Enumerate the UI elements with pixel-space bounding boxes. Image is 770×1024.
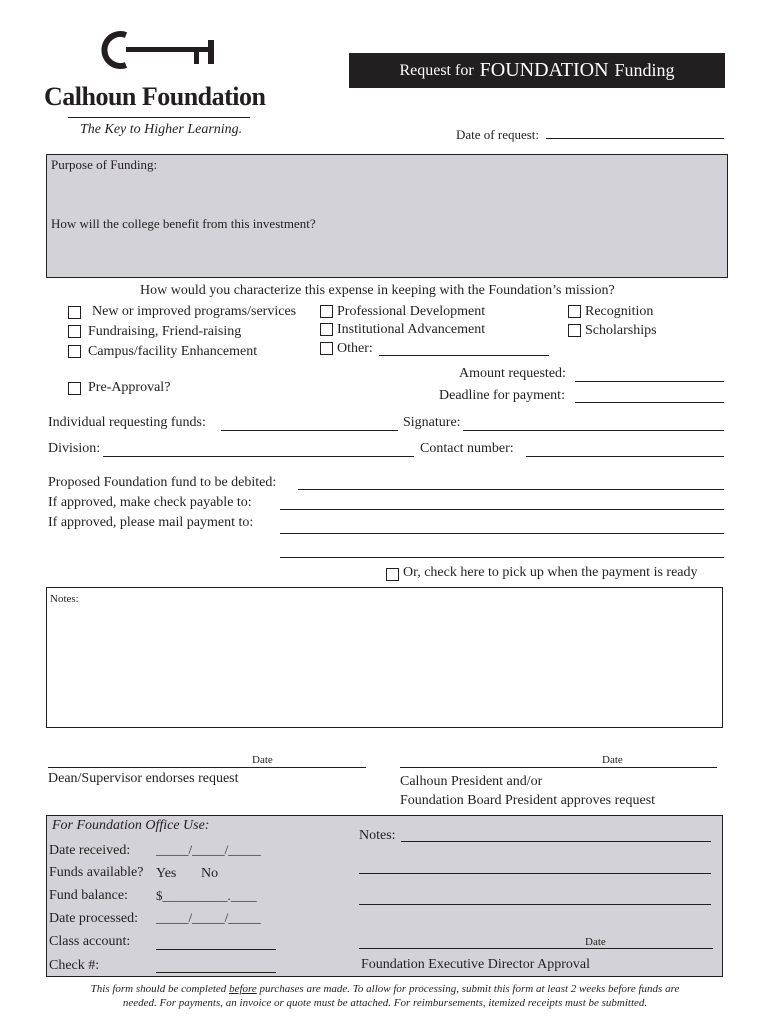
exec-approval-label: Foundation Executive Director Approval	[361, 957, 590, 972]
banner-suffix: Funding	[614, 60, 675, 80]
president-signature-line[interactable]	[400, 767, 717, 768]
tagline: The Key to Higher Learning.	[80, 122, 243, 137]
option-scholarships: Scholarships	[585, 323, 657, 338]
office-notes-field-2[interactable]	[359, 873, 711, 874]
class-account-label: Class account:	[49, 934, 131, 949]
mail-payment-field-2[interactable]	[280, 557, 724, 558]
date-received-label: Date received:	[49, 843, 131, 858]
deadline-label: Deadline for payment:	[439, 388, 565, 403]
dean-signature-line[interactable]	[48, 767, 366, 768]
key-icon	[96, 30, 226, 70]
footer-line1-b: purchases are made. To allow for processing, submit this form at least 2 weeks before funds are	[256, 983, 680, 995]
individual-label: Individual requesting funds:	[48, 415, 206, 430]
date-of-request-label: Date of request:	[456, 127, 540, 142]
funds-no[interactable]: No	[201, 866, 219, 881]
amount-requested-label: Amount requested:	[459, 366, 566, 381]
division-field[interactable]	[103, 456, 414, 457]
checkbox-institutional-advancement[interactable]	[320, 323, 333, 336]
purpose-box[interactable]	[46, 154, 728, 278]
option-campus-enhancement: Campus/facility Enhancement	[88, 344, 258, 359]
checkbox-fundraising[interactable]	[68, 325, 81, 338]
footer-line2: needed. For payments, an invoice or quote must be attached. For reimbursements, itemized receipts must be submitted.	[122, 997, 648, 1009]
checkbox-campus-enhancement[interactable]	[68, 345, 81, 358]
logo-name: Calhoun Foundation	[44, 82, 266, 111]
date-processed-field[interactable]: _____/_____/_____	[156, 910, 261, 925]
office-notes-field-1[interactable]	[401, 841, 711, 842]
fund-balance-field[interactable]: $__________.____	[156, 888, 257, 903]
option-professional-development: Professional Development	[337, 304, 486, 319]
option-recognition: Recognition	[585, 304, 654, 319]
mail-payment-field[interactable]	[280, 533, 724, 534]
footer-line1-a: This form should be completed	[90, 983, 230, 995]
date-of-request-field[interactable]	[546, 138, 724, 139]
mail-payment-label: If approved, please mail payment to:	[48, 515, 254, 530]
footer-before: before	[229, 983, 257, 995]
pickup-label: Or, check here to pick up when the payment is ready	[403, 565, 698, 580]
checkbox-new-programs[interactable]	[68, 306, 81, 319]
notes-label: Notes:	[50, 593, 79, 605]
other-field[interactable]	[379, 355, 549, 356]
checkbox-other[interactable]	[320, 342, 333, 355]
amount-requested-field[interactable]	[575, 381, 724, 382]
banner-main: FOUNDATION	[479, 59, 609, 81]
funds-available-label: Funds available?	[49, 865, 144, 880]
pre-approval-label: Pre-Approval?	[88, 380, 171, 395]
option-new-programs: New or improved programs/services	[92, 304, 297, 319]
notes-box[interactable]	[46, 587, 723, 728]
deadline-field[interactable]	[575, 402, 724, 403]
individual-field[interactable]	[221, 430, 398, 431]
logo-rule	[68, 117, 250, 118]
fund-debited-label: Proposed Foundation fund to be debited:	[48, 475, 277, 490]
contact-label: Contact number:	[420, 441, 514, 456]
checkbox-professional-development[interactable]	[320, 305, 333, 318]
president-label-1: Calhoun President and/or	[400, 774, 543, 789]
footer-note	[40, 982, 730, 1010]
checkbox-recognition[interactable]	[568, 305, 581, 318]
office-notes-label: Notes:	[359, 828, 396, 843]
check-payable-label: If approved, make check payable to:	[48, 495, 252, 510]
dean-date-label: Date	[252, 754, 273, 766]
logo	[44, 24, 279, 144]
check-number-label: Check #:	[49, 958, 100, 973]
check-payable-field[interactable]	[280, 509, 724, 510]
exec-signature-line[interactable]	[359, 948, 713, 949]
checkbox-pickup[interactable]	[386, 568, 399, 581]
checkbox-pre-approval[interactable]	[68, 382, 81, 395]
option-other: Other:	[337, 341, 373, 356]
checkbox-scholarships[interactable]	[568, 324, 581, 337]
date-processed-label: Date processed:	[49, 911, 139, 926]
banner-prefix: Request for	[399, 61, 474, 79]
check-number-field[interactable]	[156, 972, 276, 973]
date-received-field[interactable]: _____/_____/_____	[156, 842, 261, 857]
benefit-question: How will the college benefit from this investment?	[51, 216, 316, 231]
funds-yes[interactable]: Yes	[156, 866, 177, 881]
office-notes-field-3[interactable]	[359, 904, 711, 905]
president-label-2: Foundation Board President approves request	[400, 793, 656, 808]
division-label: Division:	[48, 441, 101, 456]
dean-label: Dean/Supervisor endorses request	[48, 771, 239, 786]
option-institutional-advancement: Institutional Advancement	[337, 322, 486, 337]
exec-date-label: Date	[585, 936, 606, 948]
contact-field[interactable]	[526, 456, 724, 457]
class-account-field[interactable]	[156, 949, 276, 950]
fund-debited-field[interactable]	[298, 489, 724, 490]
president-date-label: Date	[602, 754, 623, 766]
purpose-label: Purpose of Funding:	[51, 157, 158, 172]
signature-label: Signature:	[403, 415, 461, 430]
option-fundraising: Fundraising, Friend-raising	[88, 324, 242, 339]
fund-balance-label: Fund balance:	[49, 888, 128, 903]
office-use-box	[46, 815, 723, 977]
title-banner	[349, 53, 725, 88]
mission-question: How would you characterize this expense in keeping with the Foundation’s mission?	[140, 283, 615, 298]
signature-field[interactable]	[463, 430, 724, 431]
office-use-title: For Foundation Office Use:	[52, 818, 210, 833]
